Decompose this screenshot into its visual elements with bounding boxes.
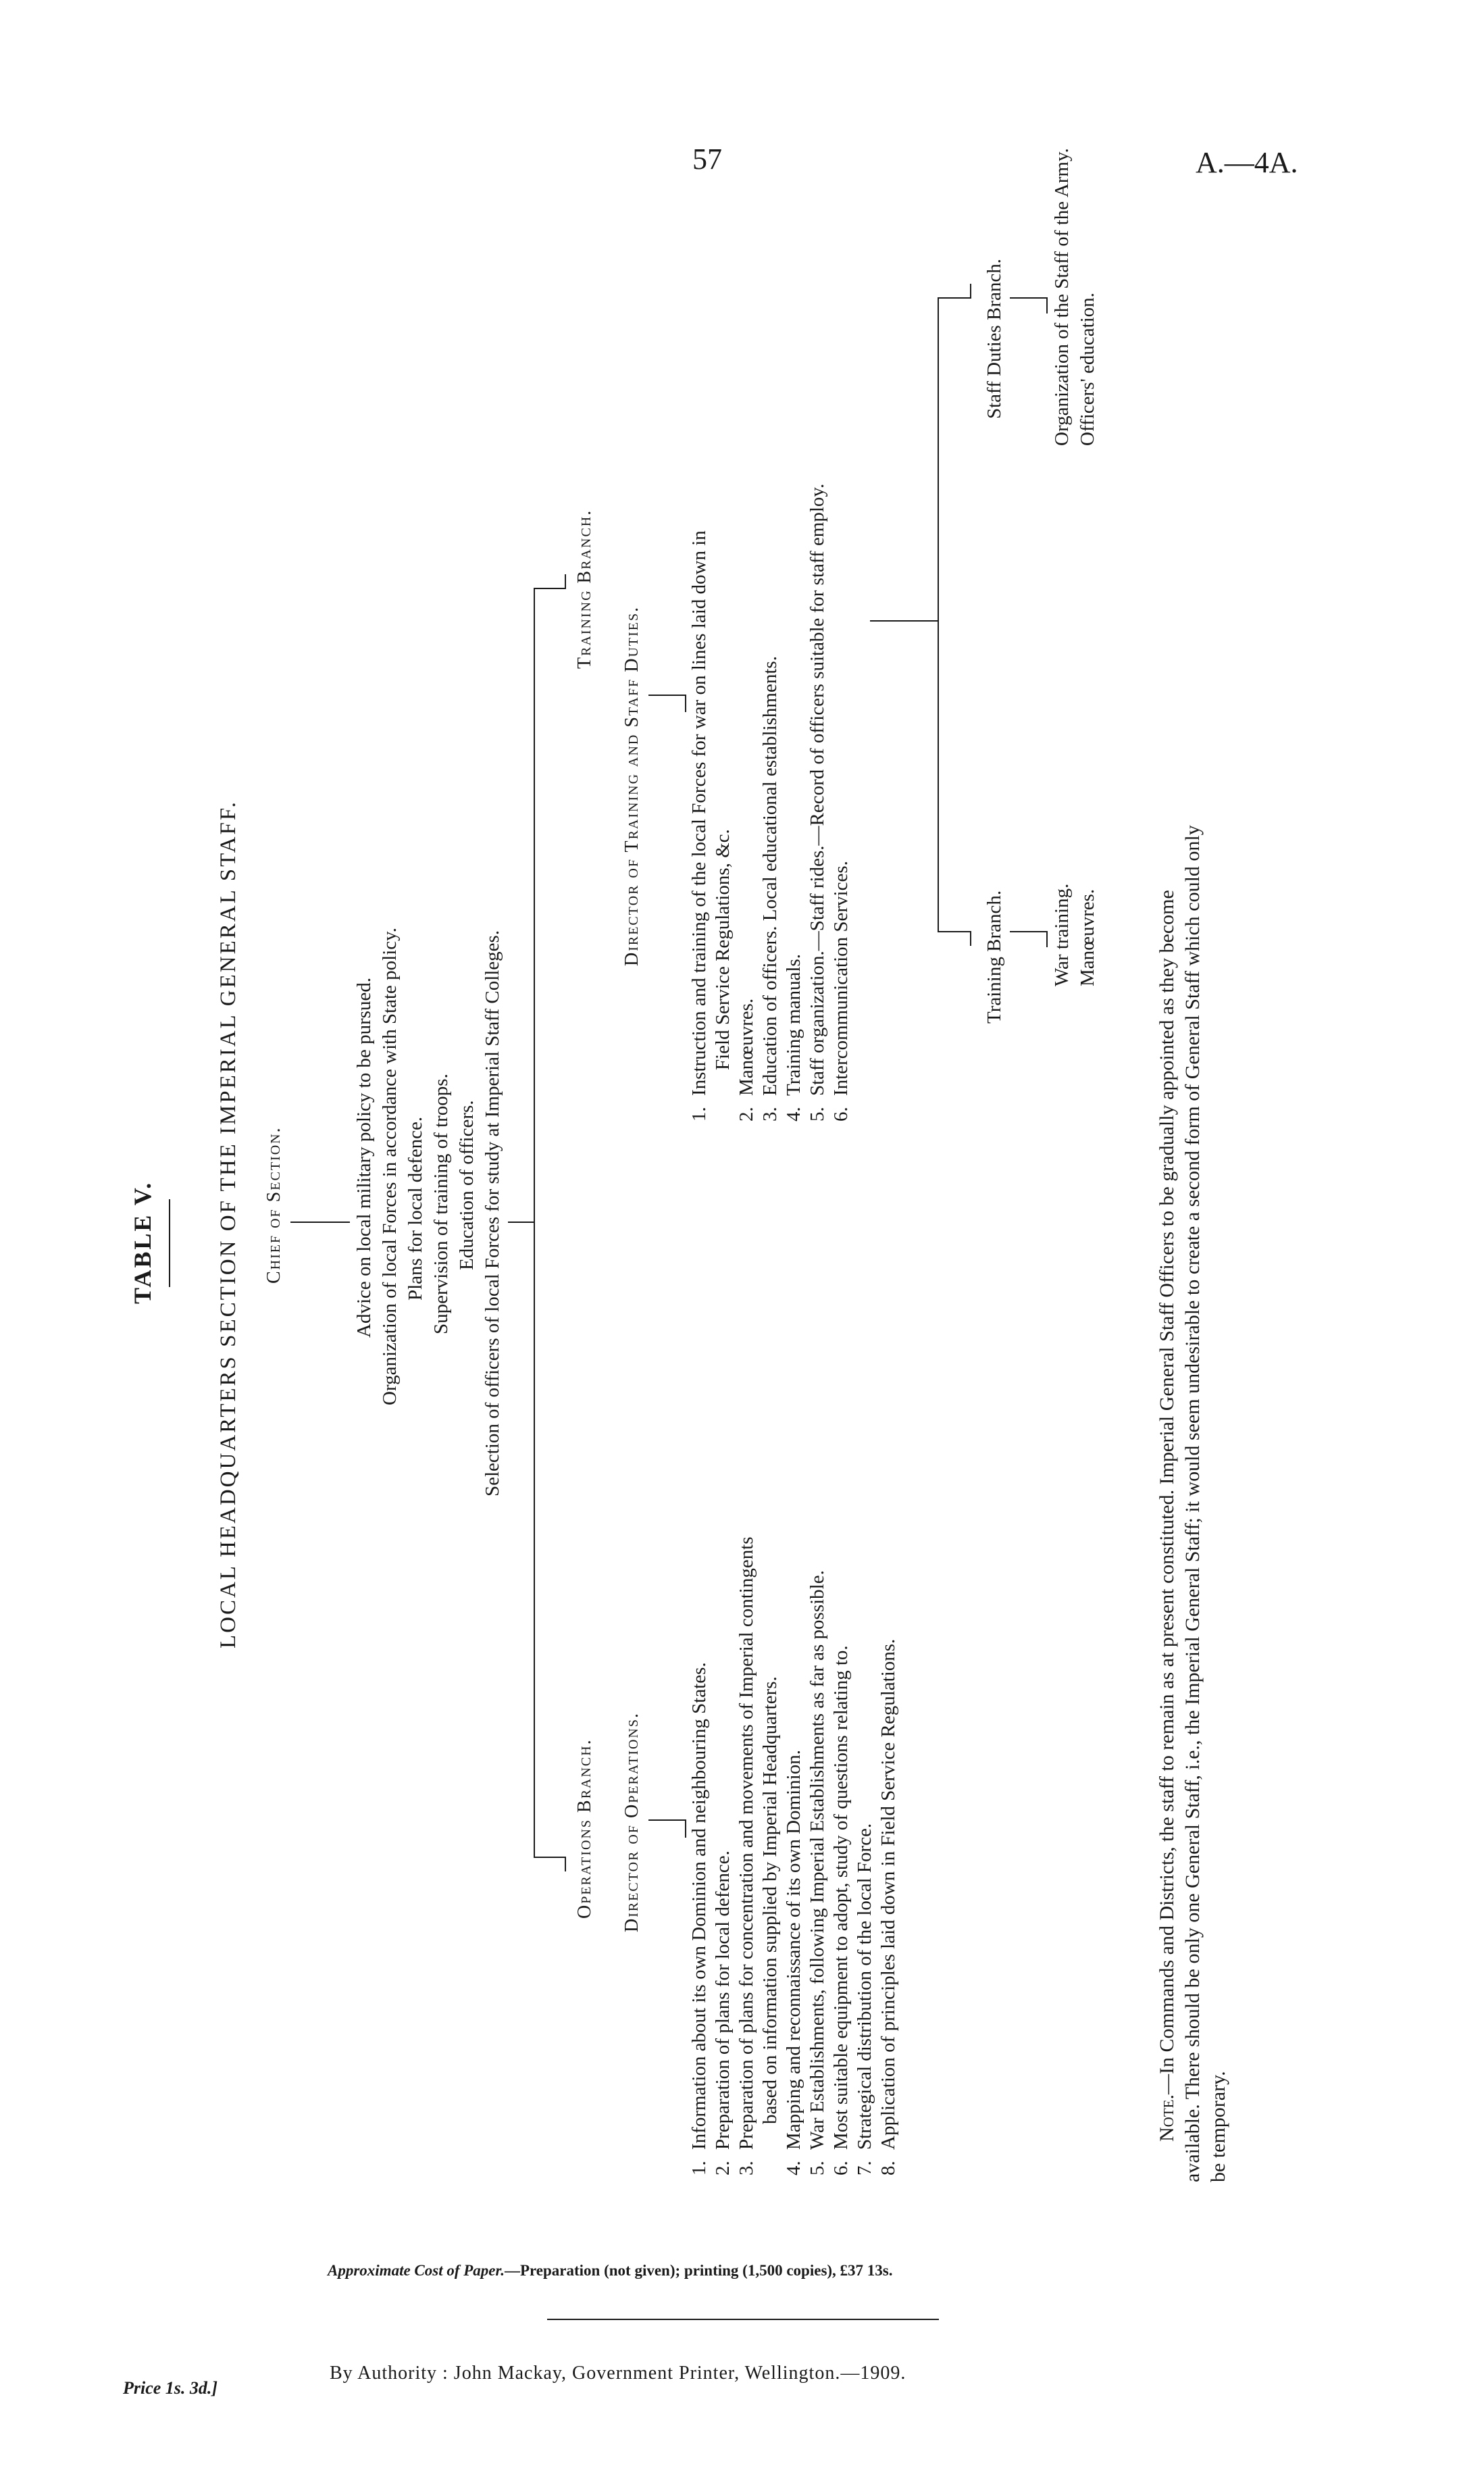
sub-training-duty: War training. [1051,883,1073,986]
table-title: LOCAL HEADQUARTERS SECTION OF THE IMPERIAL GENERAL STAFF. [216,800,240,1649]
table-label: TABLE V. [129,1180,156,1304]
note-label: Note. [1156,2094,1178,2142]
sub-staff-duties-drop-foot [970,284,971,299]
page-number: 57 [692,143,722,176]
director-of-operations-heading: Director of Operations. [621,1712,642,1932]
list-item: 4.Mapping and reconnaissance of its own Dominion. [783,1750,804,2175]
price: Price 1s. 3d.] [123,2378,218,2398]
training-drop-foot [565,574,566,589]
list-item: Field Service Regulations, &c. [712,829,734,1070]
list-item: 3.Education of officers. Local educational establishments. [759,656,781,1122]
note-line: be temporary. [1207,2071,1229,2182]
operations-director-foot [685,1820,686,1838]
list-item: 4.Training manuals. [783,954,804,1122]
list-item: 1.Information about its own Dominion and neighbouring States. [688,1662,710,2175]
sub-staff-duties-heading: Staff Duties Branch. [983,258,1005,419]
director-of-training-heading: Director of Training and Staff Duties. [621,605,642,966]
sub-branches-connector [870,620,938,622]
chief-duty: Supervision of training of troops. [430,1074,452,1334]
sub-branches-bracket [938,297,939,932]
operations-branch-heading: Operations Branch. [574,1738,595,1919]
sub-staff-duties-connector [1010,297,1048,299]
chief-duty: Organization of local Forces in accordance with State policy. [379,927,401,1405]
training-director-connector [648,695,686,696]
sub-training-connector [1010,931,1048,932]
operations-drop-foot [565,1857,566,1871]
authority-rule [547,2319,939,2320]
list-item: 8.Application of principles laid down in Field Service Regulations. [877,1638,899,2175]
training-branch-heading: Training Branch. [574,509,595,669]
note-line: Note.—In Commands and Districts, the staff to remain as at present constituted. Imperial General Staff Officers to be gradually appointed as they become [1156,890,1178,2142]
cost-label: Approximate Cost of Paper. [328,2262,505,2279]
chief-duty: Advice on local military policy to be pursued. [353,977,375,1338]
operations-duties-list [688,1536,900,2175]
list-item: 2.Manœuvres. [736,998,757,1122]
list-item: 6.Most suitable equipment to adopt, study of questions relating to. [830,1645,852,2175]
training-duties-list [688,484,853,1122]
list-item: 7.Strategical distribution of the local Force. [854,1823,875,2175]
branches-bracket [534,588,535,1858]
chief-to-branches-connector [508,1222,535,1223]
training-director-foot [685,695,686,712]
sub-staff-duties-duty: Organization of the Staff of the Army. [1051,148,1073,446]
table-label-rule [169,1199,170,1287]
list-item: 5.Staff organization.—Staff rides.—Record of officers suitable for staff employ. [807,483,828,1122]
operations-drop [534,1857,566,1858]
chief-duty: Selection of officers of local Forces for study at Imperial Staff Colleges. [482,930,503,1496]
training-drop [534,588,566,589]
list-item: 3.Preparation of plans for concentration and movements of Imperial contingents [736,1536,757,2175]
sub-staff-duties-connector-foot [1046,297,1048,313]
chief-of-section-heading: Chief of Section. [263,1126,284,1284]
list-item: 6.Intercommunication Services. [830,861,852,1122]
list-item: based on information supplied by Imperial Headquarters. [759,1676,781,2124]
rotated-table-block [101,74,1351,2203]
sheet-reference: A.—4A. [1196,146,1298,179]
list-item: 1.Instruction and training of the local Forces for war on lines laid down in [688,530,710,1122]
printer-authority: By Authority : John Mackay, Government Printer, Wellington.—1909. [330,2363,906,2384]
sub-training-heading: Training Branch. [983,890,1005,1024]
sub-training-connector-foot [1046,931,1048,947]
list-item: 5.War Establishments, following Imperial Establishments as far as possible. [807,1570,828,2175]
sub-training-duty: Manœuvres. [1077,888,1098,986]
sub-staff-duties-duty: Officers' education. [1077,293,1098,446]
chief-connector [290,1222,350,1223]
operations-director-connector [648,1819,686,1821]
chief-duty: Education of officers. [456,1100,478,1270]
sub-staff-duties-drop [938,297,971,299]
list-item: 2.Preparation of plans for local defence. [712,1851,734,2175]
sub-training-drop-foot [970,931,971,946]
note-line: available. There should be only one General Staff, i.e., the Imperial General Staff; it would seem undesirable to create a second form of General Staff which could only [1181,825,1204,2182]
cost-of-paper: Approximate Cost of Paper.—Preparation (not given); printing (1,500 copies), £37 13s. [328,2262,893,2279]
sub-training-drop [938,931,971,932]
chief-duty: Plans for local defence. [405,1116,426,1301]
